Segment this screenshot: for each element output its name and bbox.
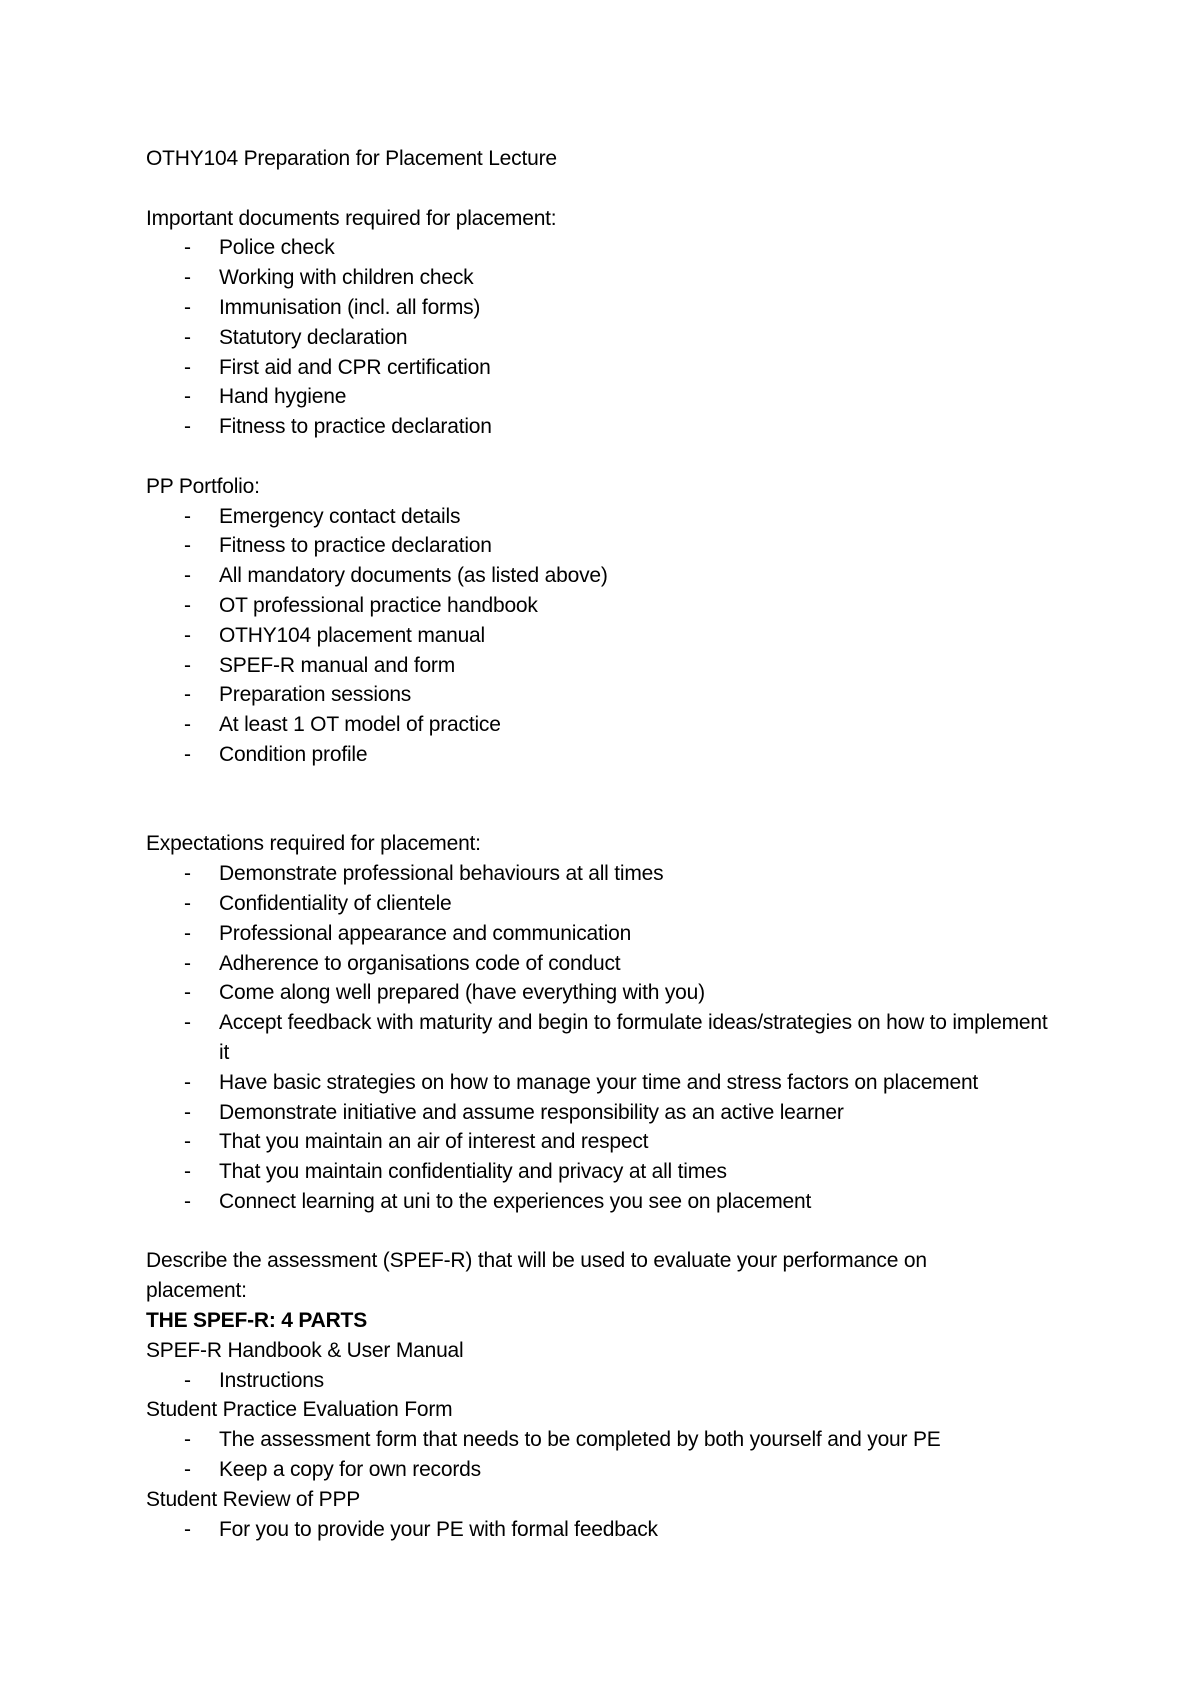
list-item: - Statutory declaration bbox=[146, 323, 1046, 353]
list-item: - All mandatory documents (as listed above) bbox=[146, 561, 1046, 591]
list-item: - OTHY104 placement manual bbox=[146, 621, 1046, 651]
assessment-part-name: Student Practice Evaluation Form bbox=[146, 1398, 453, 1422]
list-item: - Confidentiality of clientele bbox=[146, 889, 1046, 919]
list-item: - Accept feedback with maturity and begin to formulate ideas/strategies on how to implement it bbox=[146, 1008, 1059, 1068]
list-item: - Instructions bbox=[146, 1366, 1046, 1396]
list-item: - Demonstrate professional behaviours at all times bbox=[146, 859, 1046, 889]
list-item: - That you maintain confidentiality and privacy at all times bbox=[146, 1157, 1046, 1187]
list-item: - At least 1 OT model of practice bbox=[146, 710, 1046, 740]
expectations-list bbox=[146, 859, 1046, 1217]
assessment-part-list bbox=[146, 1425, 1046, 1485]
spacer bbox=[146, 770, 1046, 830]
list-item: - Preparation sessions bbox=[146, 680, 1046, 710]
documents-list bbox=[146, 233, 1046, 442]
assessment-question: Describe the assessment (SPEF-R) that will be used to evaluate your performance on placement: bbox=[146, 1249, 927, 1303]
assessment-bold-heading: THE SPEF-R: 4 PARTS bbox=[146, 1309, 367, 1333]
list-item: - Connect learning at uni to the experiences you see on placement bbox=[146, 1187, 1046, 1217]
list-item: - Adherence to organisations code of conduct bbox=[146, 949, 1046, 979]
list-item: - The assessment form that needs to be completed by both yourself and your PE bbox=[146, 1425, 1046, 1455]
spacer bbox=[146, 174, 1046, 204]
list-item: - SPEF-R manual and form bbox=[146, 651, 1046, 681]
spacer bbox=[146, 442, 1046, 472]
list-item: - Fitness to practice declaration bbox=[146, 412, 1046, 442]
list-item: - OT professional practice handbook bbox=[146, 591, 1046, 621]
list-item: - Hand hygiene bbox=[146, 382, 1046, 412]
list-item: - Fitness to practice declaration bbox=[146, 531, 1046, 561]
list-item: - Have basic strategies on how to manage your time and stress factors on placement bbox=[146, 1068, 1046, 1098]
list-item: - First aid and CPR certification bbox=[146, 353, 1046, 383]
assessment-part-name: Student Review of PPP bbox=[146, 1487, 361, 1511]
list-item: - Condition profile bbox=[146, 740, 1046, 770]
list-item: - Emergency contact details bbox=[146, 502, 1046, 532]
spacer bbox=[146, 1217, 1046, 1247]
list-item: - Professional appearance and communication bbox=[146, 919, 1046, 949]
document-title: OTHY104 Preparation for Placement Lecture bbox=[146, 147, 557, 170]
assessment-part-list bbox=[146, 1515, 1046, 1545]
list-item: - For you to provide your PE with formal feedback bbox=[146, 1515, 1046, 1545]
portfolio-list bbox=[146, 502, 1046, 770]
list-item: - Working with children check bbox=[146, 263, 1046, 293]
document-body bbox=[146, 144, 1046, 1544]
list-item: - Demonstrate initiative and assume responsibility as an active learner bbox=[146, 1098, 1046, 1128]
portfolio-heading: PP Portfolio: bbox=[146, 474, 260, 498]
list-item: - Keep a copy for own records bbox=[146, 1455, 1046, 1485]
assessment-part-list bbox=[146, 1366, 1046, 1396]
list-item: - Immunisation (incl. all forms) bbox=[146, 293, 1046, 323]
list-item: - Police check bbox=[146, 233, 1046, 263]
list-item: - That you maintain an air of interest and respect bbox=[146, 1127, 1046, 1157]
documents-heading: Important documents required for placement: bbox=[146, 206, 557, 230]
list-item: - Come along well prepared (have everything with you) bbox=[146, 978, 1046, 1008]
expectations-heading: Expectations required for placement: bbox=[146, 832, 481, 856]
assessment-part-name: SPEF-R Handbook & User Manual bbox=[146, 1338, 464, 1362]
